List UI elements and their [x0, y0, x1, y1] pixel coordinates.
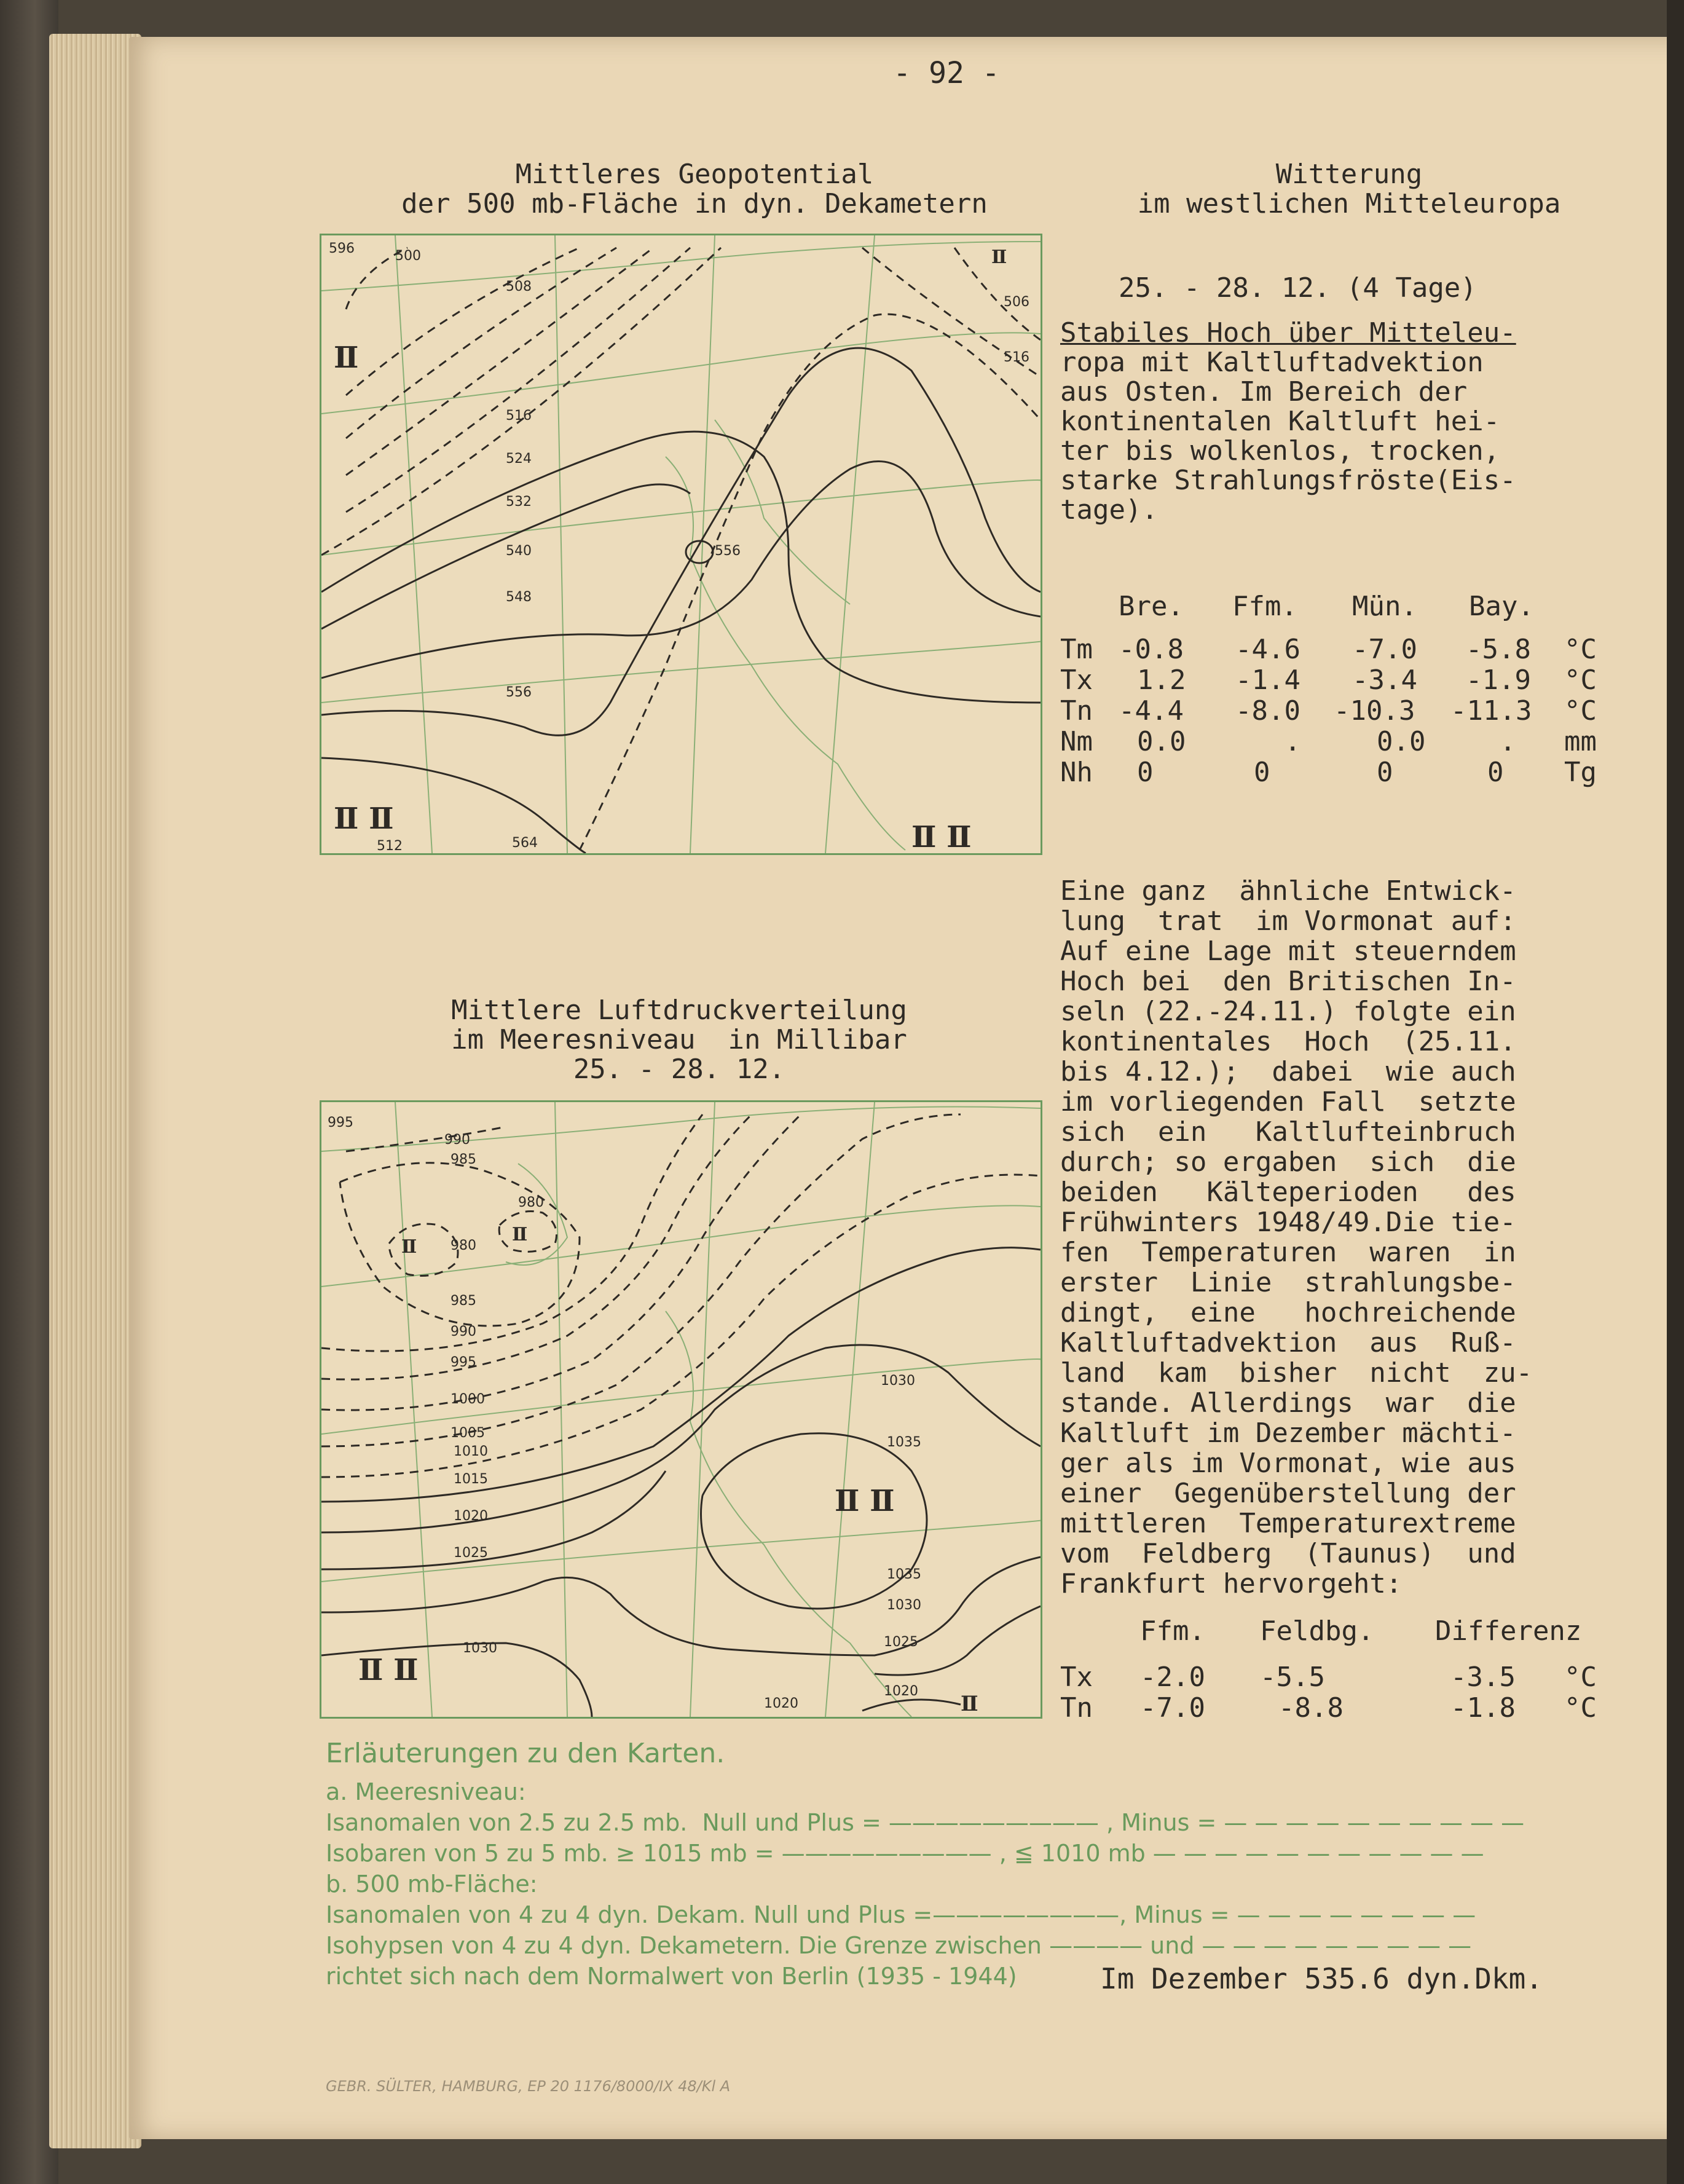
unit: °C [1564, 664, 1597, 696]
table-cell: . [1285, 726, 1301, 757]
table-cell: 0 [1487, 757, 1504, 788]
map2-label: 1020 [884, 1684, 918, 1699]
body-line: dingt, eine hochreichende [1060, 1297, 1516, 1328]
body-line: sich ein Kaltlufteinbruch [1060, 1116, 1516, 1148]
body-line: Frankfurt hervorgeht: [1060, 1568, 1403, 1599]
map2-label: 1035 [887, 1567, 921, 1582]
body-line: bis 4.12.); dabei wie auch [1060, 1056, 1516, 1087]
row-label: Tn [1060, 1692, 1093, 1724]
table-cell: -3.5 [1450, 1662, 1516, 1693]
body-line: Hoch bei den Britischen In- [1060, 966, 1516, 997]
table-header: Bay. [1469, 591, 1534, 622]
body-line: ger als im Vormonat, wie aus [1060, 1448, 1516, 1479]
table-cell: -2.0 [1140, 1662, 1205, 1693]
table-cell: -1.9 [1466, 664, 1531, 696]
legend-title: Erläuterungen zu den Karten. [326, 1738, 725, 1769]
right-scan-edge [1667, 0, 1684, 2184]
table-cell: -1.8 [1450, 1692, 1516, 1724]
row-label: Tx [1060, 1662, 1093, 1693]
table-cell: -3.4 [1352, 664, 1417, 696]
body-line: mittleren Temperaturextreme [1060, 1508, 1516, 1539]
body-line: Eine ganz ähnliche Entwick- [1060, 875, 1516, 907]
map1-label: 556 [506, 685, 532, 700]
table-cell: -10.3 [1334, 695, 1415, 727]
map2-label: 1005 [451, 1425, 485, 1441]
body-line: Auf eine Lage mit steuerndem [1060, 936, 1516, 967]
body-line: seln (22.-24.11.) folgte ein [1060, 996, 1516, 1027]
map2-label: 1025 [454, 1545, 488, 1561]
table-cell: 1.2 [1137, 664, 1186, 696]
map1-title-line1: Mittleres Geopotential [515, 159, 874, 190]
unit: °C [1564, 634, 1597, 665]
map2-label: 1015 [454, 1472, 488, 1487]
body-line: stande. Allerdings war die [1060, 1387, 1516, 1419]
table-cell: -4.6 [1235, 634, 1300, 665]
map2-label: 1020 [454, 1508, 488, 1524]
body-line: kontinentales Hoch (25.11. [1060, 1026, 1516, 1057]
row-label: Tn [1060, 695, 1093, 727]
body-line: einer Gegenüberstellung der [1060, 1478, 1516, 1509]
table-header: Bre. [1119, 591, 1184, 622]
map1-label: 524 [506, 451, 532, 467]
intro-line: tage). [1060, 494, 1158, 526]
table-cell: -1.4 [1235, 664, 1300, 696]
body-line: erster Linie strahlungsbe- [1060, 1267, 1516, 1298]
map1-label: 532 [506, 494, 532, 510]
unit: °C [1564, 1662, 1597, 1693]
map2-label: 1025 [884, 1634, 918, 1650]
table-cell: 0 [1377, 757, 1393, 788]
geopotential-map [320, 234, 1042, 855]
map1-title-line2: der 500 mb-Fläche in dyn. Dekametern [401, 188, 988, 219]
table-header: Ffm. [1232, 591, 1297, 622]
legend-b1: Isanomalen von 4 zu 4 dyn. Dekam. Null und Plus =————————, Minus = — — — — — — — — [326, 1901, 1476, 1928]
pressure-map-drawing [321, 1102, 1041, 1717]
map2-title-line3: 25. - 28. 12. [573, 1054, 785, 1085]
unit: Tg [1564, 757, 1597, 788]
intro-line: ter bis wolkenlos, trocken, [1060, 435, 1500, 467]
body-line: lung trat im Vormonat auf: [1060, 905, 1516, 937]
map2-label: 1020 [764, 1696, 798, 1711]
unit: °C [1564, 1692, 1597, 1724]
unit: mm [1564, 726, 1597, 757]
map1-label: 506 [1004, 294, 1029, 310]
table-header: Differenz [1435, 1615, 1582, 1647]
map1-roman-marker: Ⅱ Ⅱ [911, 820, 972, 853]
body-line: Frühwinters 1948/49.Die tie- [1060, 1207, 1516, 1238]
table-cell: -4.4 [1119, 695, 1184, 727]
map2-label: 1010 [454, 1444, 488, 1459]
legend-a-title: a. Meeresniveau: [326, 1778, 526, 1805]
table-cell: -7.0 [1352, 634, 1417, 665]
closing-line: Im Dezember 535.6 dyn.Dkm. [1100, 1962, 1543, 1995]
map1-label: 540 [506, 543, 532, 559]
table-cell: -11.3 [1450, 695, 1532, 727]
legend-b2: Isohypsen von 4 zu 4 dyn. Dekametern. Die Grenze zwischen ———— und — — — — — — — — — [326, 1932, 1472, 1959]
table-cell: -8.0 [1235, 695, 1300, 727]
intro-line: ropa mit Kaltluftadvektion [1060, 347, 1484, 378]
map1-label: 556 [715, 543, 741, 559]
map2-title-line1: Mittlere Luftdruckverteilung [451, 995, 907, 1026]
map1-label: 564 [512, 835, 538, 851]
legend-b3: richtet sich nach dem Normalwert von Berlin (1935 - 1944) [326, 1963, 1017, 1990]
pressure-map [320, 1100, 1042, 1719]
map1-label: 516 [506, 408, 532, 424]
row-label: Nh [1060, 757, 1093, 788]
period-label: 25. - 28. 12. (4 Tage) [1119, 272, 1477, 304]
page-number: - 92 - [893, 56, 1000, 90]
map2-roman-marker: Ⅱ Ⅱ [358, 1653, 419, 1687]
map2-label: 1035 [887, 1435, 921, 1450]
body-line: Kaltluft im Dezember mächti- [1060, 1417, 1516, 1449]
table-cell: -0.8 [1119, 634, 1184, 665]
table-header: Feldbg. [1260, 1615, 1374, 1647]
map2-label: 995 [328, 1115, 353, 1130]
map1-roman-marker: Ⅱ [991, 246, 1007, 268]
map1-label: 508 [506, 279, 532, 294]
printer-footer: GEBR. SÜLTER, HAMBURG, EP 20 1176/8000/IX 48/Kl A [326, 2078, 731, 2095]
map1-label: 596 [329, 241, 355, 256]
map1-roman-marker: Ⅱ [334, 341, 359, 375]
body-line: durch; so ergaben sich die [1060, 1146, 1516, 1178]
body-line: fen Temperaturen waren in [1060, 1237, 1516, 1268]
body-line: vom Feldberg (Taunus) und [1060, 1538, 1516, 1569]
map1-label: 512 [377, 838, 403, 853]
map2-label: 980 [518, 1195, 544, 1210]
intro-line: starke Strahlungsfröste(Eis- [1060, 465, 1516, 496]
row-label: Tm [1060, 634, 1093, 665]
row-label: Tx [1060, 664, 1093, 696]
map2-roman-marker: Ⅱ Ⅱ [835, 1484, 895, 1518]
map2-label: 990 [444, 1132, 470, 1148]
body-line: beiden Kälteperioden des [1060, 1177, 1516, 1208]
map2-label: 990 [451, 1324, 476, 1339]
table-cell: 0 [1254, 757, 1270, 788]
map2-label: 985 [451, 1293, 476, 1309]
table-header: Mün. [1352, 591, 1417, 622]
table-cell: . [1500, 726, 1516, 757]
table-cell: 0 [1137, 757, 1154, 788]
table-header: Ffm. [1140, 1615, 1205, 1647]
map2-label: 985 [451, 1152, 476, 1167]
intro-line: kontinentalen Kaltluft hei- [1060, 406, 1500, 437]
body-line: Kaltluftadvektion aus Ruß- [1060, 1327, 1516, 1358]
legend-a2: Isobaren von 5 zu 5 mb. ≥ 1015 mb = ————————— , ≦ 1010 mb — — — — — — — — — — — [326, 1840, 1484, 1867]
body-line: land kam bisher nicht zu- [1060, 1357, 1533, 1389]
map2-label: 995 [451, 1355, 476, 1370]
map2-label: 1030 [881, 1373, 915, 1389]
map2-roman-marker: Ⅱ [401, 1236, 417, 1258]
table-cell: -5.8 [1466, 634, 1531, 665]
map2-roman-marker: Ⅱ [961, 1692, 978, 1716]
map2-label: 1000 [451, 1392, 485, 1407]
map2-roman-marker: Ⅱ [512, 1224, 528, 1245]
right-title-line1: Witterung [1275, 159, 1423, 190]
right-title-line2: im westlichen Mitteleuropa [1137, 188, 1561, 219]
map1-label: 516 [1004, 350, 1029, 365]
body-line: im vorliegenden Fall setzte [1060, 1086, 1516, 1118]
intro-line: aus Osten. Im Bereich der [1060, 376, 1468, 408]
geopotential-map-drawing [321, 235, 1041, 853]
intro-line: Stabiles Hoch über Mitteleu- [1060, 317, 1516, 349]
legend-a1: Isanomalen von 2.5 zu 2.5 mb. Null und Plus = ————————— , Minus = — — — — — — — — — — [326, 1809, 1525, 1836]
map2-label: 1030 [887, 1598, 921, 1613]
table-cell: 0.0 [1377, 726, 1426, 757]
row-label: Nm [1060, 726, 1093, 757]
map1-label: 548 [506, 589, 532, 605]
table-cell: -8.8 [1278, 1692, 1344, 1724]
map2-label: 980 [451, 1238, 476, 1253]
table-cell: -5.5 [1260, 1662, 1325, 1693]
map2-title-line2: im Meeresniveau in Millibar [451, 1024, 907, 1055]
page-stack-edge [49, 34, 141, 2148]
legend-b-title: b. 500 mb-Fläche: [326, 1871, 538, 1898]
map2-label: 1030 [463, 1641, 497, 1656]
unit: °C [1564, 695, 1597, 727]
table-cell: 0.0 [1137, 726, 1186, 757]
map1-label: 500 [395, 248, 421, 264]
map1-roman-marker: Ⅱ Ⅱ [334, 802, 394, 836]
table-cell: -7.0 [1140, 1692, 1205, 1724]
